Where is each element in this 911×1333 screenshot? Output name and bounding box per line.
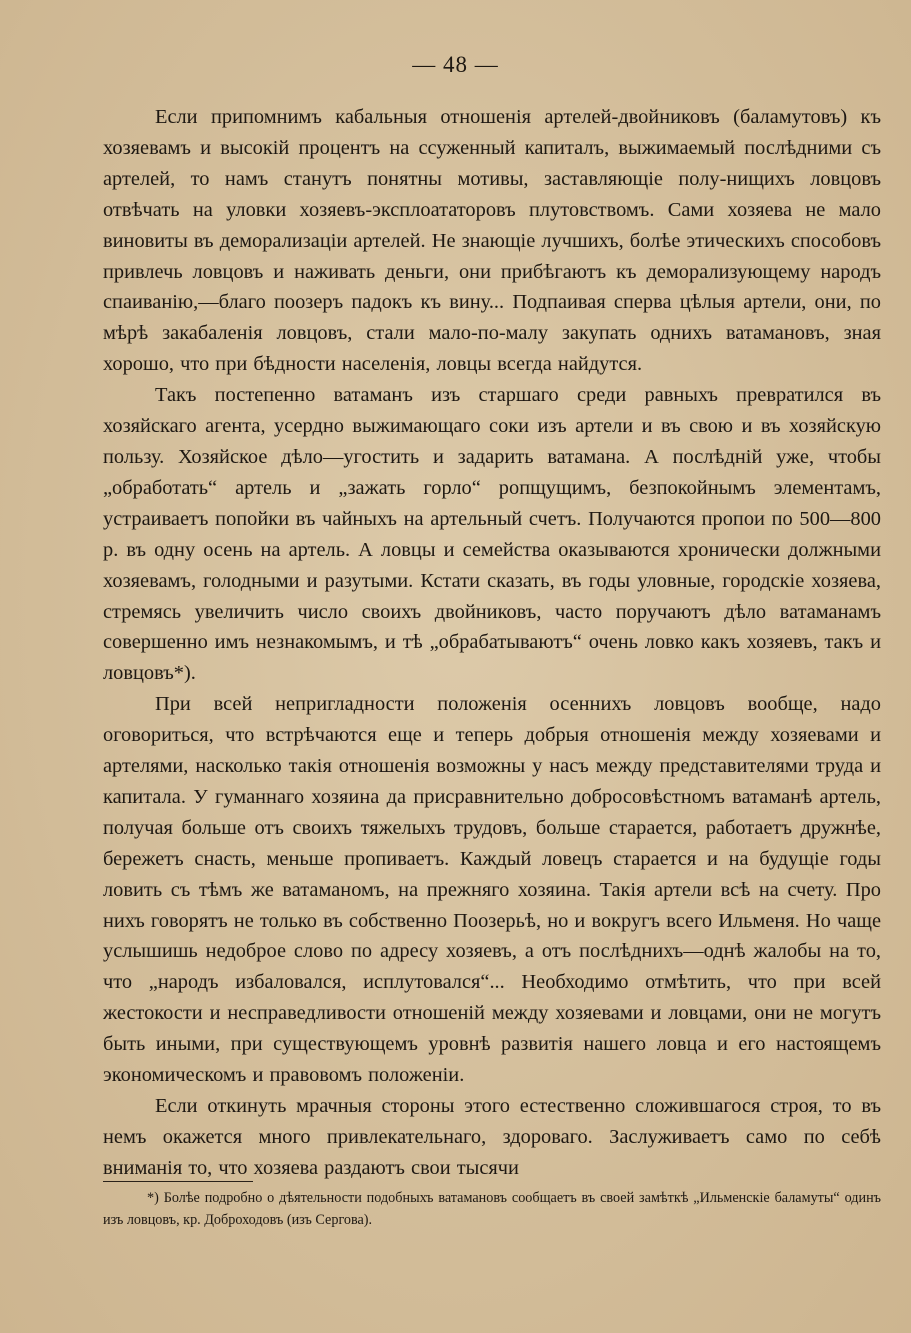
footnote-divider: [103, 1181, 253, 1182]
body-text: [103, 102, 881, 1184]
footnote: *) Болѣе подробно о дѣятельности подобныхъ ватамановъ сообщаетъ въ своей замѣткѣ „Ильменскіе баламуты“ одинъ изъ ловцовъ, кр. Доброходовъ (изъ Сергова).: [103, 1190, 881, 1228]
paragraph-1: Если припомнимъ кабальныя отношенія артелей-двойниковъ (баламутовъ) къ хозяевамъ и высокій процентъ на ссуженный капиталъ, выжимаемый послѣдними съ артелей, то намъ станутъ понятны мотивы, заставляющіе полу-нищихъ ловцовъ отвѣчать на уловки хозяевъ-эксплоататоровъ плутовствомъ. Сами хозяева не мало виновиты въ деморализаціи артелей. Не знающіе лучшихъ, болѣе этическихъ способовъ привлечь ловцовъ и наживать деньги, они прибѣгаютъ къ деморализующему народъ спаиванію,—благо поозеръ падокъ къ вину... Подпаивая сперва цѣлыя артели, они, по мѣрѣ закабаленія ловцовъ, стали мало-по-малу закупать однихъ ватамановъ, зная хорошо, что при бѣдности населенія, ловцы всегда найдутся.: [103, 106, 881, 376]
paragraph-2: Такъ постепенно ватаманъ изъ старшаго среди равныхъ превратился въ хозяйскаго агента, усердно выжимающаго соки изъ артели и въ свою и въ хозяйскую пользу. Хозяйское дѣло—угостить и задарить ватамана. А послѣдній уже, чтобы „обработать“ артель и „зажать горло“ ропщущимъ, безпокойнымъ элементамъ, устраиваетъ попойки въ чайныхъ на артельный счетъ. Получаются пропои по 500—800 р. въ одну осень на артель. А ловцы и семейства оказываются хронически должными хозяевамъ, голодными и разутыми. Кстати сказать, въ годы уловные, городскіе хозяева, стремясь увеличить число своихъ двойниковъ, часто поручаютъ дѣло ватаманамъ совершенно имъ незнакомымъ, и тѣ „обрабатываютъ“ очень ловко какъ хозяевъ, такъ и ловцовъ*).: [103, 384, 881, 685]
paragraph-4: Если откинуть мрачныя стороны этого естественно сложившагося строя, то въ немъ окажется много привлекательнаго, здороваго. Заслуживаетъ само по себѣ вниманія то, что хозяева раздаютъ свои тысячи: [103, 1095, 881, 1179]
page-number: — 48 —: [412, 52, 499, 77]
paragraph-3: При всей непригладности положенія осеннихъ ловцовъ вообще, надо оговориться, что встрѣчаются еще и теперь добрыя отношенія между хозяевами и артелями, насколько такія отношенія возможны у насъ между представителями труда и капитала. У гуманнаго хозяина да присравнительно добросовѣстномъ ватаманѣ артель, получая больше отъ своихъ тяжелыхъ трудовъ, больше старается, работаетъ дружнѣе, бережетъ снасть, меньше пропиваетъ. Каждый ловецъ старается и на будущіе годы ловить съ тѣмъ же ватаманомъ, на прежняго хозяина. Такія артели всѣ на счету. Про нихъ говорятъ не только въ собственно Поозерьѣ, но и вокругъ всего Ильменя. Но чаще услышишь недоброе слово по адресу хозяевъ, а отъ послѣднихъ—однѣ жалобы на то, что „народъ избаловался, исплутовался“... Необходимо отмѣтить, что при всей жестокости и несправедливости отношеній между хозяевами и ловцами, они не могутъ быть иными, при существующемъ уровнѣ развитія нашего ловца и его настоящемъ экономическомъ и правовомъ положеніи.: [103, 693, 881, 1087]
